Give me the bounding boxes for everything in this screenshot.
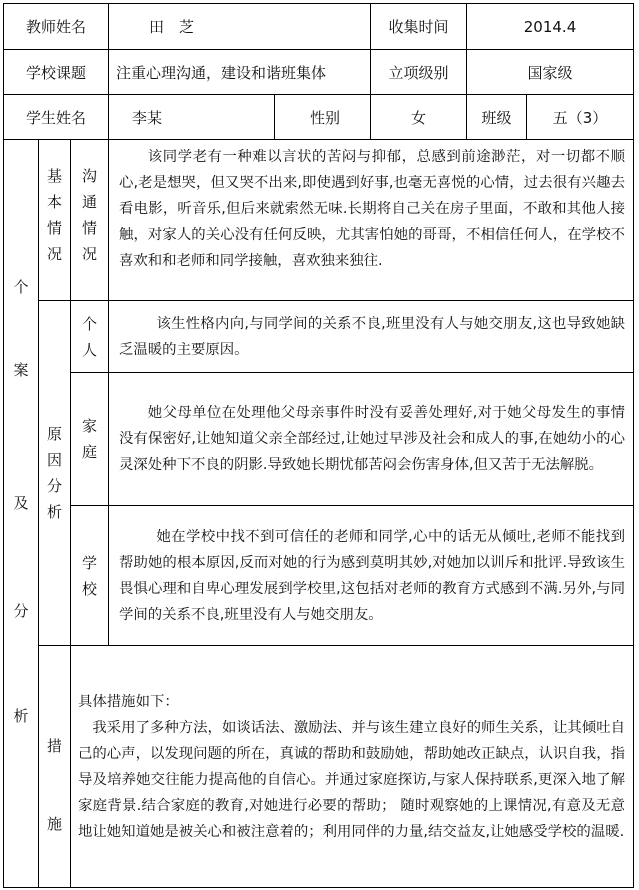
collect-time-cell: [466, 3, 634, 50]
personal-label: [70, 300, 109, 373]
personal-char: 人: [81, 340, 97, 359]
collect-time-value: 2014.4: [523, 17, 577, 36]
school-text: 她在学校中找不到可信任的老师和同学,心中的话无从倾吐,老师不能找到帮助她的根本原因,反而对她的行为感到莫明其妙,对她加以训斥和批评.导致该生畏惧心理和自卑心理发展到学校里,这包括对老师的教育方式感到不满.另外,与同学间的关系不良,班里没有人与她交朋友。: [119, 528, 625, 623]
school-char: 学: [81, 553, 97, 572]
project-level-label: [370, 49, 467, 95]
measures-char: 措: [46, 737, 62, 755]
basic-char: 况: [46, 245, 62, 263]
cause-char: 因: [46, 451, 62, 469]
cause-char: 分: [46, 477, 62, 495]
teacher-name-label-text: 教师姓名: [25, 18, 86, 36]
section-char: 析: [13, 707, 29, 725]
basic-char: 情: [46, 219, 62, 237]
class-label: [466, 94, 527, 140]
communication-char: 沟: [81, 167, 97, 185]
school-label: [70, 505, 109, 646]
gender-cell: [370, 94, 467, 140]
basic-situation-text-cell: [108, 139, 634, 301]
basic-situation-text: 该同学老有一种难以言状的苦闷与抑郁，总感到前途渺茫，对一切都不顺心,老是想哭，但又哭不出来,即使遇到好事,也毫无喜悦的心情，过去很有兴趣去看电影，听音乐,但后来就索然无味.长期将自己关在房子里面，不敢和其他人接触，对家人的关心没有任何反映，尤其害怕她的哥哥，不相信任何人，在学校不喜欢和和老师和同学接触，喜欢独来独往.: [119, 149, 625, 269]
gender-label-text: 性别: [309, 108, 340, 127]
cause-char: 原: [46, 425, 62, 443]
family-text: 她父母单位在处理他父母亲事件时没有妥善处理好,对于她父母发生的事情没有保密好,让她知道父亲全部经过,让她过早涉及社会和成人的事,在她幼小的心灵深处种下不良的阴影.导致她长期忧郁苦闷会伤害身体,但又苦于无法解脱。: [119, 405, 625, 473]
basic-situation-label: [38, 139, 71, 301]
communication-char: 情: [81, 219, 97, 237]
measures-char: 施: [46, 815, 62, 833]
case-analysis-label: [3, 139, 39, 888]
measures-label: [38, 645, 71, 888]
cause-char: 析: [46, 503, 62, 521]
project-level-value: 国家级: [527, 63, 573, 82]
basic-char: 基: [46, 167, 62, 185]
project-level-label-text: 立项级别: [388, 63, 449, 82]
family-char: 庭: [81, 443, 97, 461]
personal-text: 该生性格内向,与同学间的关系不良,班里没有人与她交朋友,这也导致她缺乏温暖的主要原因。: [119, 315, 625, 358]
gender-value: 女: [410, 108, 426, 127]
teacher-name-value: 田 芝: [149, 18, 195, 36]
measures-text: 我采用了多种方法，如谈话法、激励法、并与该生建立良好的师生关系，让其倾吐自己的心声，以发现问题的所在，真诚的帮助和鼓励她，帮助她改正缺点，认识自我，指导及培养她交往能力提高他的自信心。并通过家庭探访,与家人保持联系,更深入地了解家庭背景.结合家庭的教育,对她进行必要的帮助； 随时观察她的上课情况,有意及无意地让她知道她是被关心和被注意着的；利用同伴的力量,结交益友,让她感受学校的温暖.: [78, 719, 625, 840]
basic-char: 本: [46, 193, 62, 211]
gender-label: [274, 94, 371, 140]
family-text-cell: [108, 372, 634, 506]
section-char: 个: [13, 278, 29, 296]
measures-text-cell: [70, 645, 634, 888]
communication-label: [70, 139, 109, 301]
school-topic-label: [3, 49, 109, 95]
school-topic-value: 注重心理沟通，建设和谐班集体: [116, 63, 327, 82]
section-char: 及: [13, 494, 29, 512]
school-topic-label-text: 学校课题: [25, 63, 86, 82]
collect-time-label: [370, 3, 467, 50]
family-label: [70, 372, 109, 506]
class-value: 五（3）: [552, 108, 608, 127]
measures-intro: 具体措施如下：: [78, 693, 179, 710]
school-topic-cell: [108, 49, 371, 95]
personal-text-cell: [108, 300, 634, 373]
project-level-cell: [466, 49, 634, 95]
teacher-name-cell: [108, 3, 371, 50]
section-char: 案: [13, 361, 29, 379]
class-label-text: 班级: [481, 108, 512, 127]
collect-time-label-text: 收集时间: [388, 18, 449, 36]
school-text-cell: [108, 505, 634, 646]
student-name-cell: [108, 94, 275, 140]
communication-char: 通: [81, 193, 97, 211]
section-char: 分: [13, 602, 29, 620]
family-char: 家: [81, 417, 97, 435]
student-name-label-text: 学生姓名: [25, 108, 86, 127]
student-name-value: 李某: [132, 108, 163, 127]
teacher-name-label: [3, 3, 109, 50]
personal-char: 个: [81, 314, 97, 333]
cause-analysis-label: [38, 300, 71, 646]
communication-char: 况: [81, 245, 97, 263]
student-name-label: [3, 94, 109, 140]
class-cell: [526, 94, 634, 140]
school-char: 校: [81, 579, 97, 598]
